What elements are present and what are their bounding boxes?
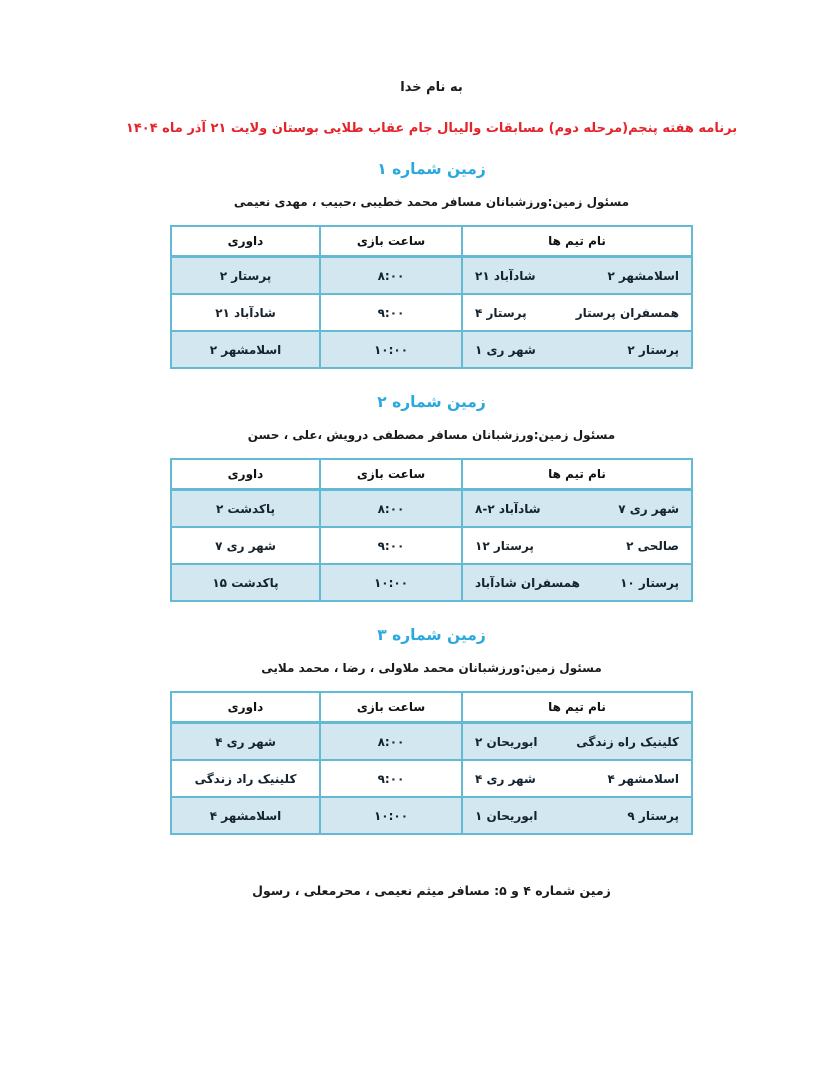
away-team: شهر ری ۴ bbox=[475, 771, 536, 786]
field-1-heading: زمین شماره ۱ bbox=[377, 160, 486, 178]
teams-pair bbox=[463, 539, 691, 553]
teams-pair bbox=[463, 306, 691, 320]
document-title: برنامه هفته پنجم(مرحله دوم) مسابقات والیبال جام عقاب طلایی بوستان ولایت ۲۱ آذر ماه ۱۴۰۴ bbox=[125, 121, 738, 136]
time-cell: ۸:۰۰ bbox=[320, 490, 462, 528]
home-team: اسلامشهر ۲ bbox=[607, 268, 679, 283]
teams-pair bbox=[463, 772, 691, 786]
teams-column-header: نام تیم ها bbox=[462, 226, 692, 257]
home-team: پرستار ۲ bbox=[627, 342, 679, 357]
match-row bbox=[171, 760, 692, 797]
field-2-supervisor-line: مسئول زمین:ورزشبانان مسافر مصطفی درویش ،علی ، حسن bbox=[247, 428, 616, 442]
away-team: پرستار ۴ bbox=[475, 305, 527, 320]
time-cell: ۸:۰۰ bbox=[320, 257, 462, 295]
referee-cell: پاکدشت ۲ bbox=[171, 490, 320, 528]
teams-pair bbox=[463, 735, 691, 749]
home-team: پرستار ۹ bbox=[627, 808, 679, 823]
away-team: پرستار ۱۲ bbox=[475, 538, 534, 553]
teams-column-header: نام تیم ها bbox=[462, 459, 692, 490]
fields-4-5-note: زمین شماره ۴ و ۵: مسافر میثم نعیمی ، محرمعلی ، رسول bbox=[252, 883, 611, 898]
header-row bbox=[171, 226, 692, 257]
teams-cell bbox=[462, 797, 692, 834]
header-row bbox=[171, 692, 692, 723]
teams-pair bbox=[463, 576, 691, 590]
referee-cell: شادآباد ۲۱ bbox=[171, 294, 320, 331]
time-cell: ۱۰:۰۰ bbox=[320, 797, 462, 834]
bismillah-line: به نام خدا bbox=[400, 80, 463, 95]
referee-column-header: داوری bbox=[171, 459, 320, 490]
referee-cell: کلینیک راد زندگی bbox=[171, 760, 320, 797]
time-cell: ۹:۰۰ bbox=[320, 760, 462, 797]
away-team: ابوریحان ۲ bbox=[475, 734, 538, 749]
field-2-schedule-table bbox=[170, 458, 693, 602]
time-cell: ۱۰:۰۰ bbox=[320, 331, 462, 368]
header-row bbox=[171, 459, 692, 490]
match-row bbox=[171, 331, 692, 368]
time-cell: ۱۰:۰۰ bbox=[320, 564, 462, 601]
home-team: پرستار ۱۰ bbox=[620, 575, 679, 590]
field-3-supervisor-line: مسئول زمین:ورزشبانان محمد ملاولی ، رضا ، محمد ملایی bbox=[261, 661, 602, 675]
away-team: ابوریحان ۱ bbox=[475, 808, 538, 823]
teams-cell bbox=[462, 490, 692, 528]
field-3-schedule-table bbox=[170, 691, 693, 835]
match-row bbox=[171, 294, 692, 331]
time-column-header: ساعت بازی bbox=[320, 459, 462, 490]
match-row bbox=[171, 257, 692, 295]
field-3-heading: زمین شماره ۳ bbox=[377, 626, 486, 644]
away-team: شادآباد ۲۱ bbox=[475, 268, 536, 283]
teams-cell bbox=[462, 564, 692, 601]
referee-cell: شهر ری ۷ bbox=[171, 527, 320, 564]
field-1-supervisor-line: مسئول زمین:ورزشبانان مسافر محمد خطیبی ،حبیب ، مهدی نعیمی bbox=[233, 195, 630, 209]
referee-cell: پرستار ۲ bbox=[171, 257, 320, 295]
match-row bbox=[171, 490, 692, 528]
home-team: کلینیک راه زندگی bbox=[576, 734, 679, 749]
home-team: همسفران پرستار bbox=[575, 305, 679, 320]
teams-cell bbox=[462, 527, 692, 564]
time-column-header: ساعت بازی bbox=[320, 226, 462, 257]
away-team: شهر ری ۱ bbox=[475, 342, 536, 357]
teams-column-header: نام تیم ها bbox=[462, 692, 692, 723]
teams-pair bbox=[463, 809, 691, 823]
teams-pair bbox=[463, 269, 691, 283]
field-section-1 bbox=[30, 160, 833, 369]
teams-pair bbox=[463, 343, 691, 357]
referee-cell: اسلامشهر ۲ bbox=[171, 331, 320, 368]
match-row bbox=[171, 723, 692, 761]
home-team: اسلامشهر ۴ bbox=[607, 771, 679, 786]
away-team: شادآباد ۲-۸ bbox=[475, 501, 541, 516]
field-2-heading: زمین شماره ۲ bbox=[377, 393, 486, 411]
field-section-3 bbox=[30, 626, 833, 835]
teams-cell bbox=[462, 723, 692, 761]
time-column-header: ساعت بازی bbox=[320, 692, 462, 723]
referee-column-header: داوری bbox=[171, 226, 320, 257]
home-team: شهر ری ۷ bbox=[618, 501, 679, 516]
teams-cell bbox=[462, 760, 692, 797]
teams-pair bbox=[463, 502, 691, 516]
teams-cell bbox=[462, 331, 692, 368]
teams-cell bbox=[462, 257, 692, 295]
match-row bbox=[171, 797, 692, 834]
match-row bbox=[171, 564, 692, 601]
away-team: همسفران شادآباد bbox=[475, 575, 580, 590]
time-cell: ۹:۰۰ bbox=[320, 294, 462, 331]
time-cell: ۹:۰۰ bbox=[320, 527, 462, 564]
home-team: صالحی ۲ bbox=[626, 538, 679, 553]
teams-cell bbox=[462, 294, 692, 331]
referee-column-header: داوری bbox=[171, 692, 320, 723]
referee-cell: پاکدشت ۱۵ bbox=[171, 564, 320, 601]
referee-cell: اسلامشهر ۴ bbox=[171, 797, 320, 834]
field-1-schedule-table bbox=[170, 225, 693, 369]
match-row bbox=[171, 527, 692, 564]
time-cell: ۸:۰۰ bbox=[320, 723, 462, 761]
referee-cell: شهر ری ۴ bbox=[171, 723, 320, 761]
field-section-2 bbox=[30, 393, 833, 602]
